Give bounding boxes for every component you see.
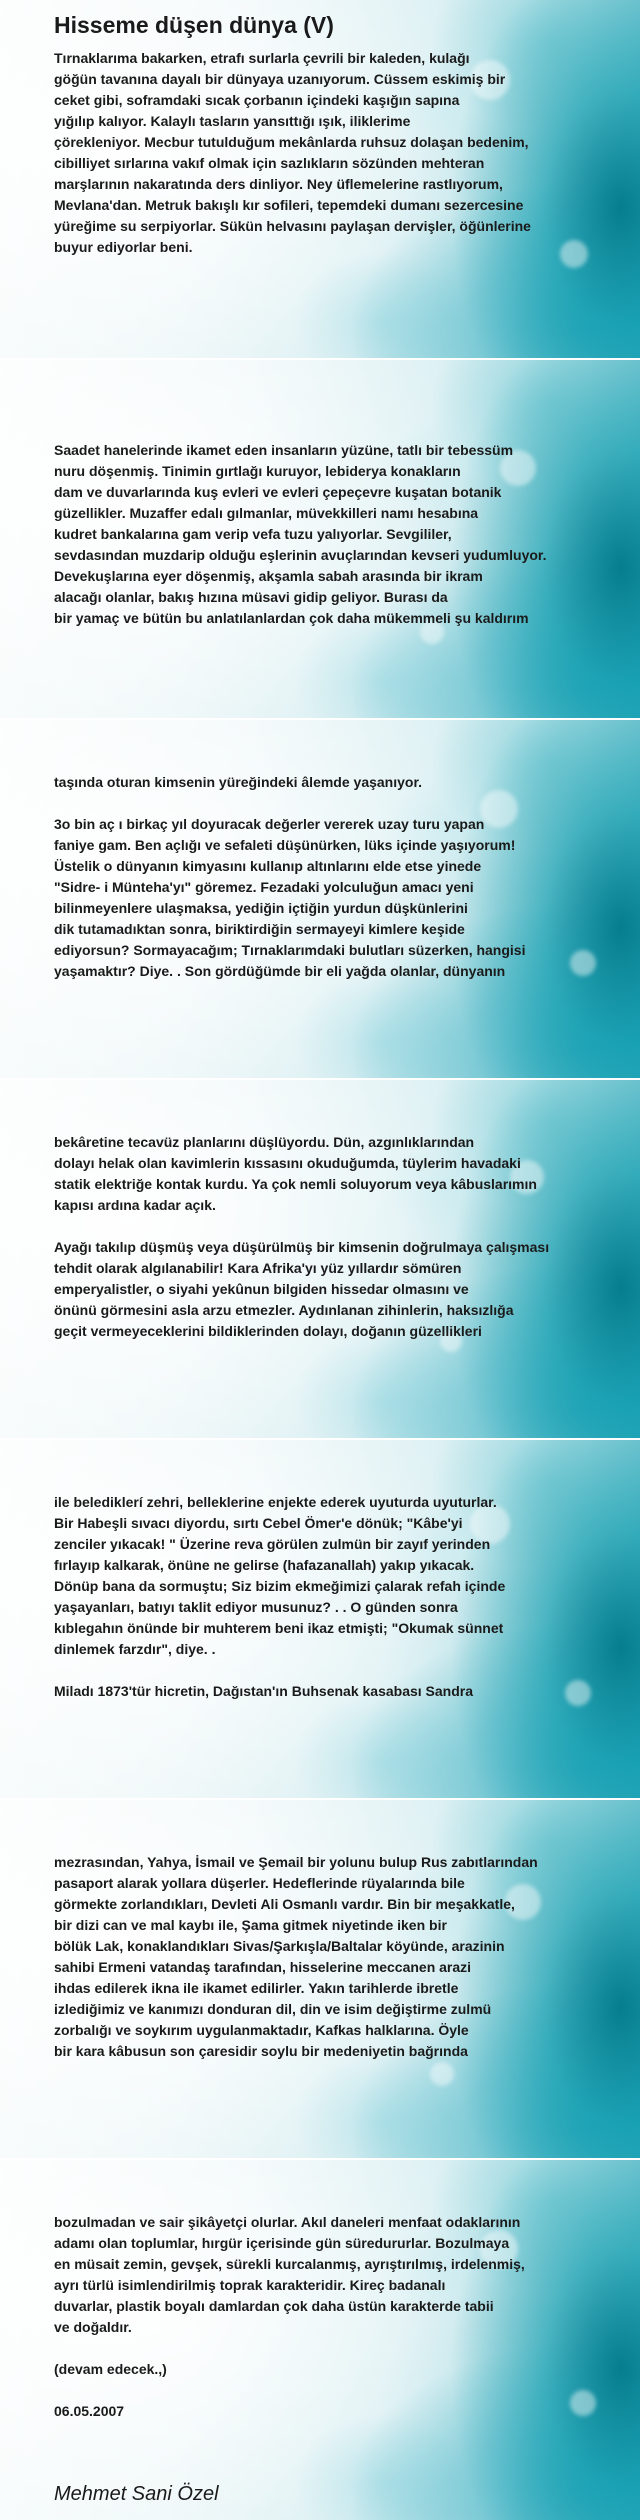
paragraph-gap — [54, 1660, 626, 1681]
text-line: adamı olan toplumlar, hırgür içerisinde gün süredururlar. Bozulmaya — [54, 2235, 510, 2251]
text-line: Devekuşlarına eyer döşenmiş, akşamla sabah arasında bir ikram — [54, 568, 483, 584]
text-line: bilinmeyenlere ulaşmaksa, yediğin içtiğin yurdun düşkünlerini — [54, 900, 468, 916]
text-line: Mevlana'dan. Metruk bakışlı kır sofileri, tepemdeki dumanı sezercesine — [54, 197, 524, 213]
text-line: görmekte zorlandıkları, Devleti Ali Osmanlı vardır. Bin bir meşakkatle, — [54, 1896, 515, 1912]
text-line: göğün tavanına dayalı bir dünyaya uzanıyorum. Cüssem eskimiş bir — [54, 71, 506, 87]
text-panel-7 — [0, 2160, 640, 2520]
text-line: dolayı helak olan kavimlerin kıssasını okuduğumda, tüylerim havadaki — [54, 1155, 521, 1171]
continuation-note: (devam edecek.,) — [54, 2361, 167, 2377]
text-line: ceket gibi, soframdaki sıcak çorbanın içindeki kaşığın sapına — [54, 92, 460, 108]
text-line: faniye gam. Ben açlığı ve sefaleti düşünürken, lüks içinde yaşıyorum! — [54, 837, 516, 853]
text-line: fırlayıp kalkarak, önüne ne gelirse (hafazanallah) yakıp yıkacak. — [54, 1557, 475, 1573]
text-line: bir dizi can ve mal kaybı ile, Şama gitmek niyetinde iken bir — [54, 1917, 447, 1933]
text-line: yüreğime su serpiyorlar. Sükün helvasını paylaşan dervişler, öğünlerine — [54, 218, 531, 234]
text-line: Dönüp bana da sormuştu; Siz bizim ekmeğimizi çalarak refah içinde — [54, 1578, 506, 1594]
text-line: alacağı olanlar, bakış hızına müsavi gidip geliyor. Burası da — [54, 589, 448, 605]
text-line: kıblegahın önünde bir muhterem beni ikaz etmişti; "Okumak sünnet — [54, 1620, 504, 1636]
text-line: duvarlar, plastik boyalı damlardan çok daha üstün karakterde tabii — [54, 2298, 494, 2314]
panel-6-text — [54, 1852, 626, 2062]
text-line: nuru döşenmiş. Tinimin gırtlağı kuruyor, lebideryа konakların — [54, 463, 461, 479]
text-line: en müsait zemin, gevşek, sürekli kurcalanmış, ayrıştırılmış, irdelenmiş, — [54, 2256, 525, 2272]
text-line: ediyorsun? Sormayacağım; Tırnaklarımdaki bulutları süzerken, hangisi — [54, 942, 526, 958]
text-line: izlediğimiz ve kanımızı donduran dil, din ve isim değiştirme zulmü — [54, 2001, 492, 2017]
text-line: bölük Lak, konaklandıkları Sivas/Şarkışla/Baltalar köyünde, arazinin — [54, 1938, 505, 1954]
text-line: yaşayanları, batıyı taklit ediyor musunuz? . . O günden sonra — [54, 1599, 458, 1615]
text-line: Saadet hanelerinde ikamet eden insanların yüzüne, tatlı bir tebessüm — [54, 442, 514, 458]
text-line: bir kara kâbusun son çaresidir soylu bir medeniyetin bağrında — [54, 2043, 468, 2059]
text-line: sahibi Ermeni vatandaş tarafından, hisselerine meccanen arazi — [54, 1959, 472, 1975]
text-line: önünü görmesini asla arzu etmezler. Aydınlanan zihinlerin, haksızlığa — [54, 1302, 514, 1318]
text-line: tehdit olarak algılanabilir! Kara Afrika'yı yüz yıllardır sömüren — [54, 1260, 462, 1276]
text-line: Bir Habeşli sıvacı diyordu, sırtı Cebel Ömer'e dönük; "Kâbe'yi — [54, 1515, 463, 1531]
text-line: çörekleniyor. Mecbur tutulduğum mekânlarda ruhsuz dolaşan bedenim, — [54, 134, 529, 150]
text-line: bozulmadan ve sair şikâyetçi olurlar. Akıl daneleri menfaat odaklarının — [54, 2214, 521, 2230]
text-line: statik elektriğe kontak kurdu. Ya çok nemli soluyorum veya kâbuslarımın — [54, 1176, 537, 1192]
text-line: "Sidre- i Münteha'yı" göremez. Fezadaki yolculuğun amacı yeni — [54, 879, 474, 895]
paragraph-gap — [54, 2338, 626, 2359]
text-line: bekâretine tecavüz planlarını düşlüyordu. Dün, azgınlıklarından — [54, 1134, 475, 1150]
paragraph-gap — [54, 1216, 626, 1237]
text-line: zorbalığı ve soykırım uygulanmaktadır, Kafkas halklarına. Öyle — [54, 2022, 469, 2038]
text-line: mezrasından, Yahya, İsmail ve Şemail bir yolunu bulup Rus zabıtlarından — [54, 1854, 538, 1870]
text-line: dinlemek farzdır", diye. . — [54, 1641, 216, 1657]
text-line: Miladı 1873'tür hicretin, Dağıstan'ın Buhsenak kasabası Sandra — [54, 1683, 474, 1699]
text-line: marşlarının nakaratında ders dinliyor. Ney üflemelerine rastlıyorum, — [54, 176, 503, 192]
panel-1-text — [54, 48, 626, 258]
text-line: geçit vermeyeceklerini bildiklerinden dolayı, doğanın güzellikleri — [54, 1323, 482, 1339]
text-line: ile belediklerí zehri, belleklerine enjekte ederek uyuturda uyuturlar. — [54, 1494, 497, 1510]
panel-7-text — [54, 2212, 626, 2422]
text-line: pasaport alarak yollara düşerler. Hedeflerinde rüyalarında bile — [54, 1875, 465, 1891]
panel-5-text — [54, 1492, 626, 1702]
text-line: ihdas edilerek ikna ile ikamet edilirler. Yakın tarihlerde ibretle — [54, 1980, 459, 1996]
text-panel-2 — [0, 360, 640, 718]
text-line: ve doğaldır. — [54, 2319, 132, 2335]
text-line: yaşamaktır? Diye. . Son gördüğümde bir eli yağda olanlar, dünyanın — [54, 963, 506, 979]
panel-4-text — [54, 1132, 626, 1342]
text-line: buyur ediyorlar beni. — [54, 239, 193, 255]
text-line: dik tutamadıktan sonra, biriktirdiğin sermayeyi kimlere keşide — [54, 921, 465, 937]
text-line: yığılıp kalıyor. Kalaylı tasların yansıttığı ışık, iliklerime — [54, 113, 411, 129]
text-line: Üstelik o dünyanın kimyasını kullanıp altınlarını elde etse yinede — [54, 858, 482, 874]
text-line: kapısı ardına kadar açık. — [54, 1197, 216, 1213]
panel-3-text — [54, 772, 626, 982]
panel-2-text — [54, 440, 626, 629]
text-line: taşında oturan kimsenin yüreğindeki âlemde yaşanıyor. — [54, 774, 423, 790]
text-line: güzellikler. Muzaffer edalı gılmanlar, müvekkilleri namı hesabına — [54, 505, 479, 521]
text-panel-5 — [0, 1440, 640, 1798]
paragraph-gap — [54, 793, 626, 814]
page-title: Hisseme düşen dünya (V) — [54, 12, 334, 38]
text-line: bir yamaç ve bütün bu anlatılanlardan çok daha mükemmeli şu kaldırım — [54, 610, 529, 626]
text-panel-3 — [0, 720, 640, 1078]
text-panel-4 — [0, 1080, 640, 1438]
paragraph-gap — [54, 2380, 626, 2401]
publish-date: 06.05.2007 — [54, 2403, 125, 2419]
text-line: cibilliyet sırlarına vakıf olmak için sazlıkların sözünden mehteran — [54, 155, 485, 171]
text-line: emperyalistler, o siyahi yekûnun bilgiden hissedar olmasını ve — [54, 1281, 469, 1297]
text-line: dam ve duvarlarında kuş evleri ve evleri çepeçevre kuşatan botanik — [54, 484, 502, 500]
text-line: 3o bin aç ı birkaç yıl doyuracak değerler vererek uzay turu yapan — [54, 816, 485, 832]
text-line: zenciler yıkacak! " Üzerine reva görülen zulmün bir zayıf yerinden — [54, 1536, 491, 1552]
text-line: Tırnaklarıma bakarken, etrafı surlarla çevrili bir kaleden, kulağı — [54, 50, 470, 66]
text-line: kudret bankalarına gam verip vefa tuzu yalıyorlar. Sevgililer, — [54, 526, 452, 542]
text-line: Ayağı takılıp düşmüş veya düşürülmüş bir kimsenin doğrulmaya çalışması — [54, 1239, 550, 1255]
text-panel-6 — [0, 1800, 640, 2158]
text-panel-1 — [0, 0, 640, 358]
author-signature: Mehmet Sani Özel — [54, 2483, 219, 2505]
text-line: ayrı türlü isimlendirilmiş toprak karakteridir. Kireç badanalı — [54, 2277, 446, 2293]
text-line: sevdasından muzdarip olduğu eşlerinin avuçlarından kevseri yudumluyor. — [54, 547, 547, 563]
